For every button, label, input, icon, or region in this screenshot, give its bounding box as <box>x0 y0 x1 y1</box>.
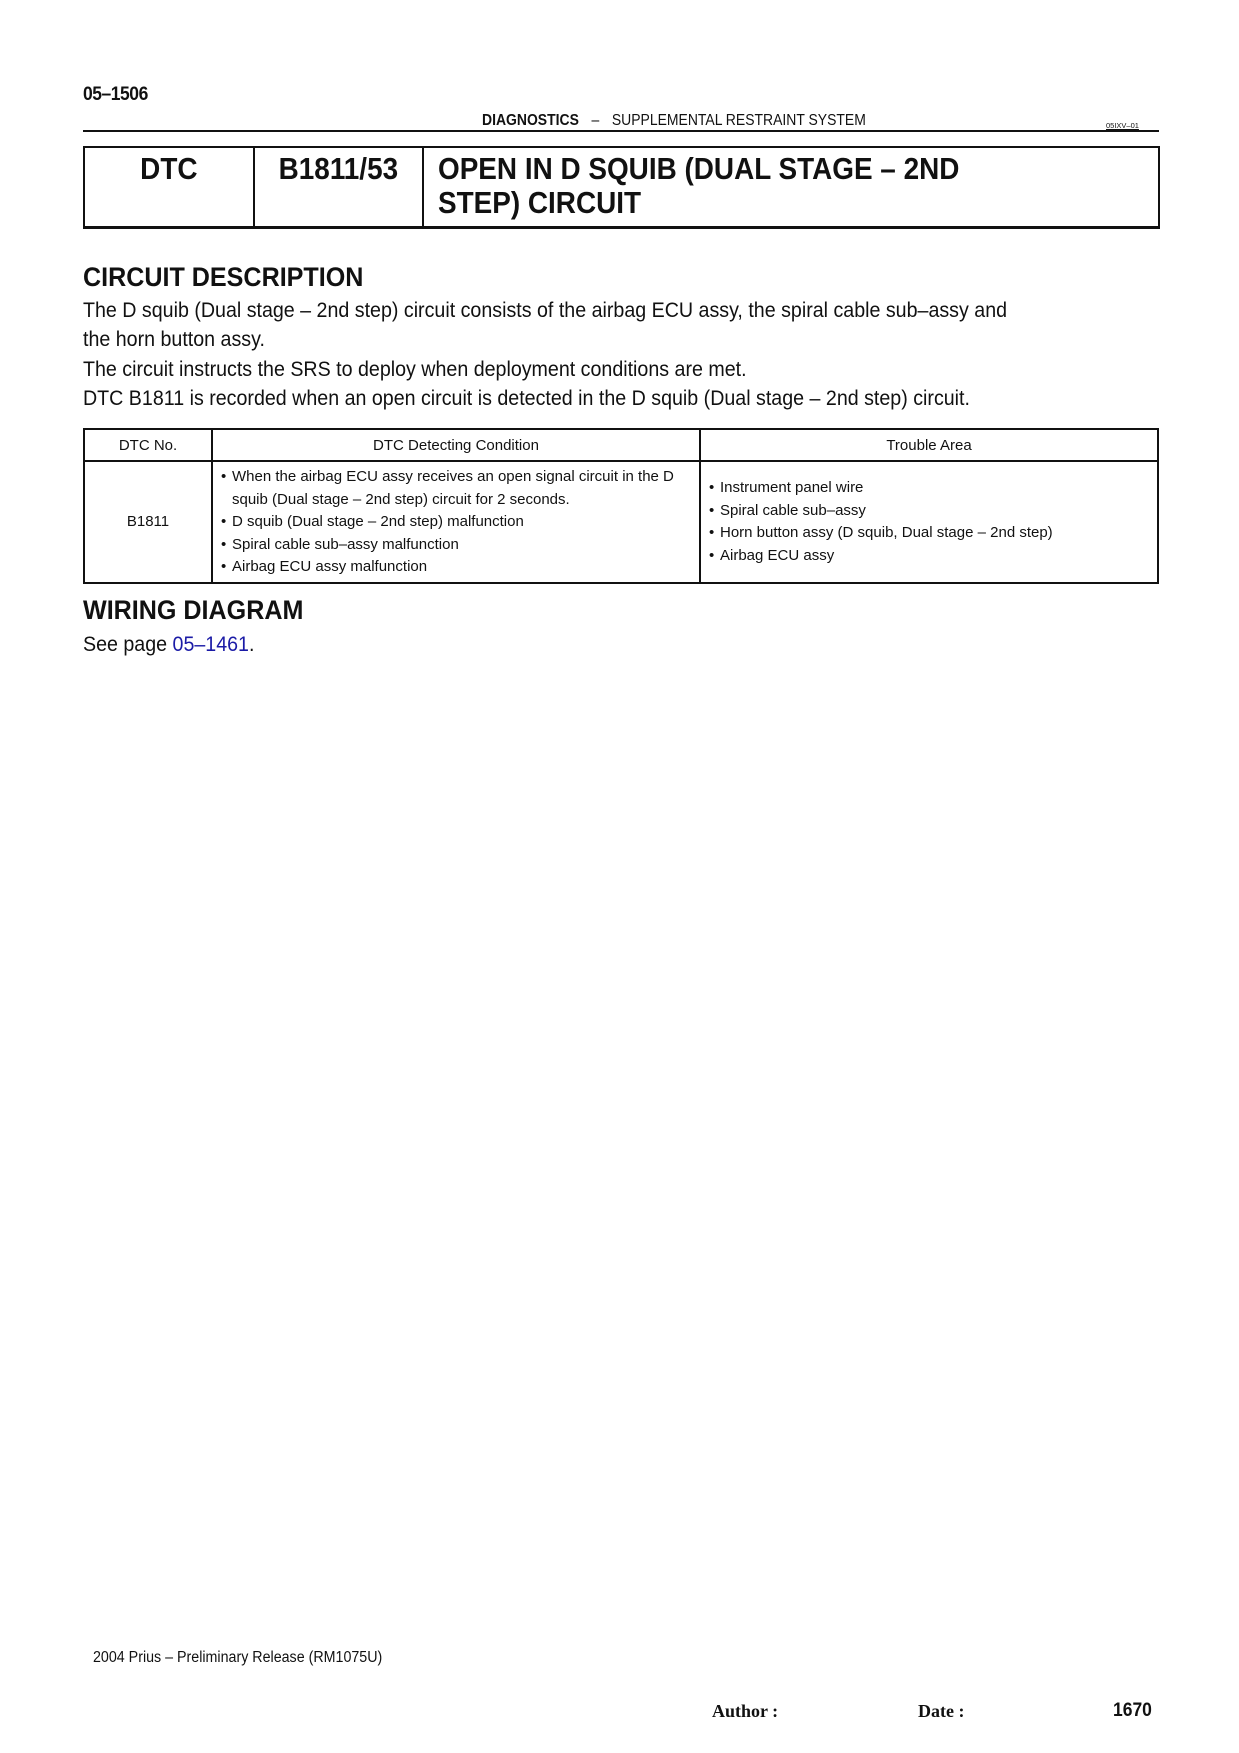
wiring-diagram-heading: WIRING DIAGRAM <box>83 595 304 625</box>
footer-page-number: 1670 <box>1113 1700 1152 1721</box>
trouble-area-item: • Instrument panel wire <box>709 477 1149 500</box>
circuit-description-line: The D squib (Dual stage – 2nd step) circuit consists of the airbag ECU assy, the spiral cable sub–assy and <box>83 299 1008 322</box>
column-header-trouble-area: Trouble Area <box>700 429 1158 461</box>
trouble-area-item: • Spiral cable sub–assy <box>709 500 1149 523</box>
header-rule <box>83 130 1159 132</box>
dtc-title-cell <box>424 148 1158 226</box>
section-separator: – <box>591 112 600 129</box>
wiring-diagram-text <box>83 630 254 660</box>
dtc-title-line2: STEP) CIRCUIT <box>438 185 642 220</box>
section-category: DIAGNOSTICS <box>482 112 579 129</box>
dtc-code-cell <box>255 148 424 226</box>
circuit-description-line: The circuit instructs the SRS to deploy when deployment conditions are met. <box>83 358 747 381</box>
table-header-row <box>84 429 1158 461</box>
footer-release: 2004 Prius – Preliminary Release (RM1075U) <box>93 1649 383 1666</box>
wiring-text-prefix: See page <box>83 633 173 656</box>
trouble-area-item: • Airbag ECU assy <box>709 545 1149 568</box>
condition-item: • Spiral cable sub–assy malfunction <box>221 534 691 557</box>
footer-date-label: Date : <box>918 1701 965 1721</box>
footer-author-label: Author : <box>712 1701 779 1721</box>
wiring-text-suffix: . <box>248 633 255 656</box>
page-number: 05–1506 <box>83 84 148 105</box>
dtc-code: B1811/53 <box>278 151 399 186</box>
condition-item: • When the airbag ECU assy receives an open signal circuit in the D squib (Dual stage – 2nd step) circuit for 2 seconds. <box>221 466 691 511</box>
circuit-description-heading: CIRCUIT DESCRIPTION <box>83 262 364 292</box>
cell-dtc-no: B1811 <box>84 461 212 583</box>
condition-item: • Airbag ECU assy malfunction <box>221 556 691 579</box>
section-title: SUPPLEMENTAL RESTRAINT SYSTEM <box>611 112 866 129</box>
table-row <box>84 461 1158 583</box>
dtc-label: DTC <box>140 151 198 186</box>
dtc-table <box>83 428 1159 584</box>
condition-item: • D squib (Dual stage – 2nd step) malfunction <box>221 511 691 534</box>
section-header <box>482 112 866 130</box>
page-link-05-1461[interactable]: 05–1461 <box>172 633 249 656</box>
cell-detecting-condition <box>212 461 700 583</box>
trouble-area-item: • Horn button assy (D squib, Dual stage – 2nd step) <box>709 522 1149 545</box>
dtc-label-cell <box>85 148 255 226</box>
circuit-description-line: DTC B1811 is recorded when an open circuit is detected in the D squib (Dual stage – 2nd step) circuit. <box>83 387 970 410</box>
column-header-dtc-no: DTC No. <box>84 429 212 461</box>
document-code: 05IXV–01 <box>1106 121 1139 130</box>
circuit-description-line: the horn button assy. <box>83 328 265 351</box>
dtc-title-box <box>83 146 1160 229</box>
dtc-title-line1: OPEN IN D SQUIB (DUAL STAGE – 2ND <box>438 151 960 186</box>
column-header-detecting-condition: DTC Detecting Condition <box>212 429 700 461</box>
cell-trouble-area <box>700 461 1158 583</box>
